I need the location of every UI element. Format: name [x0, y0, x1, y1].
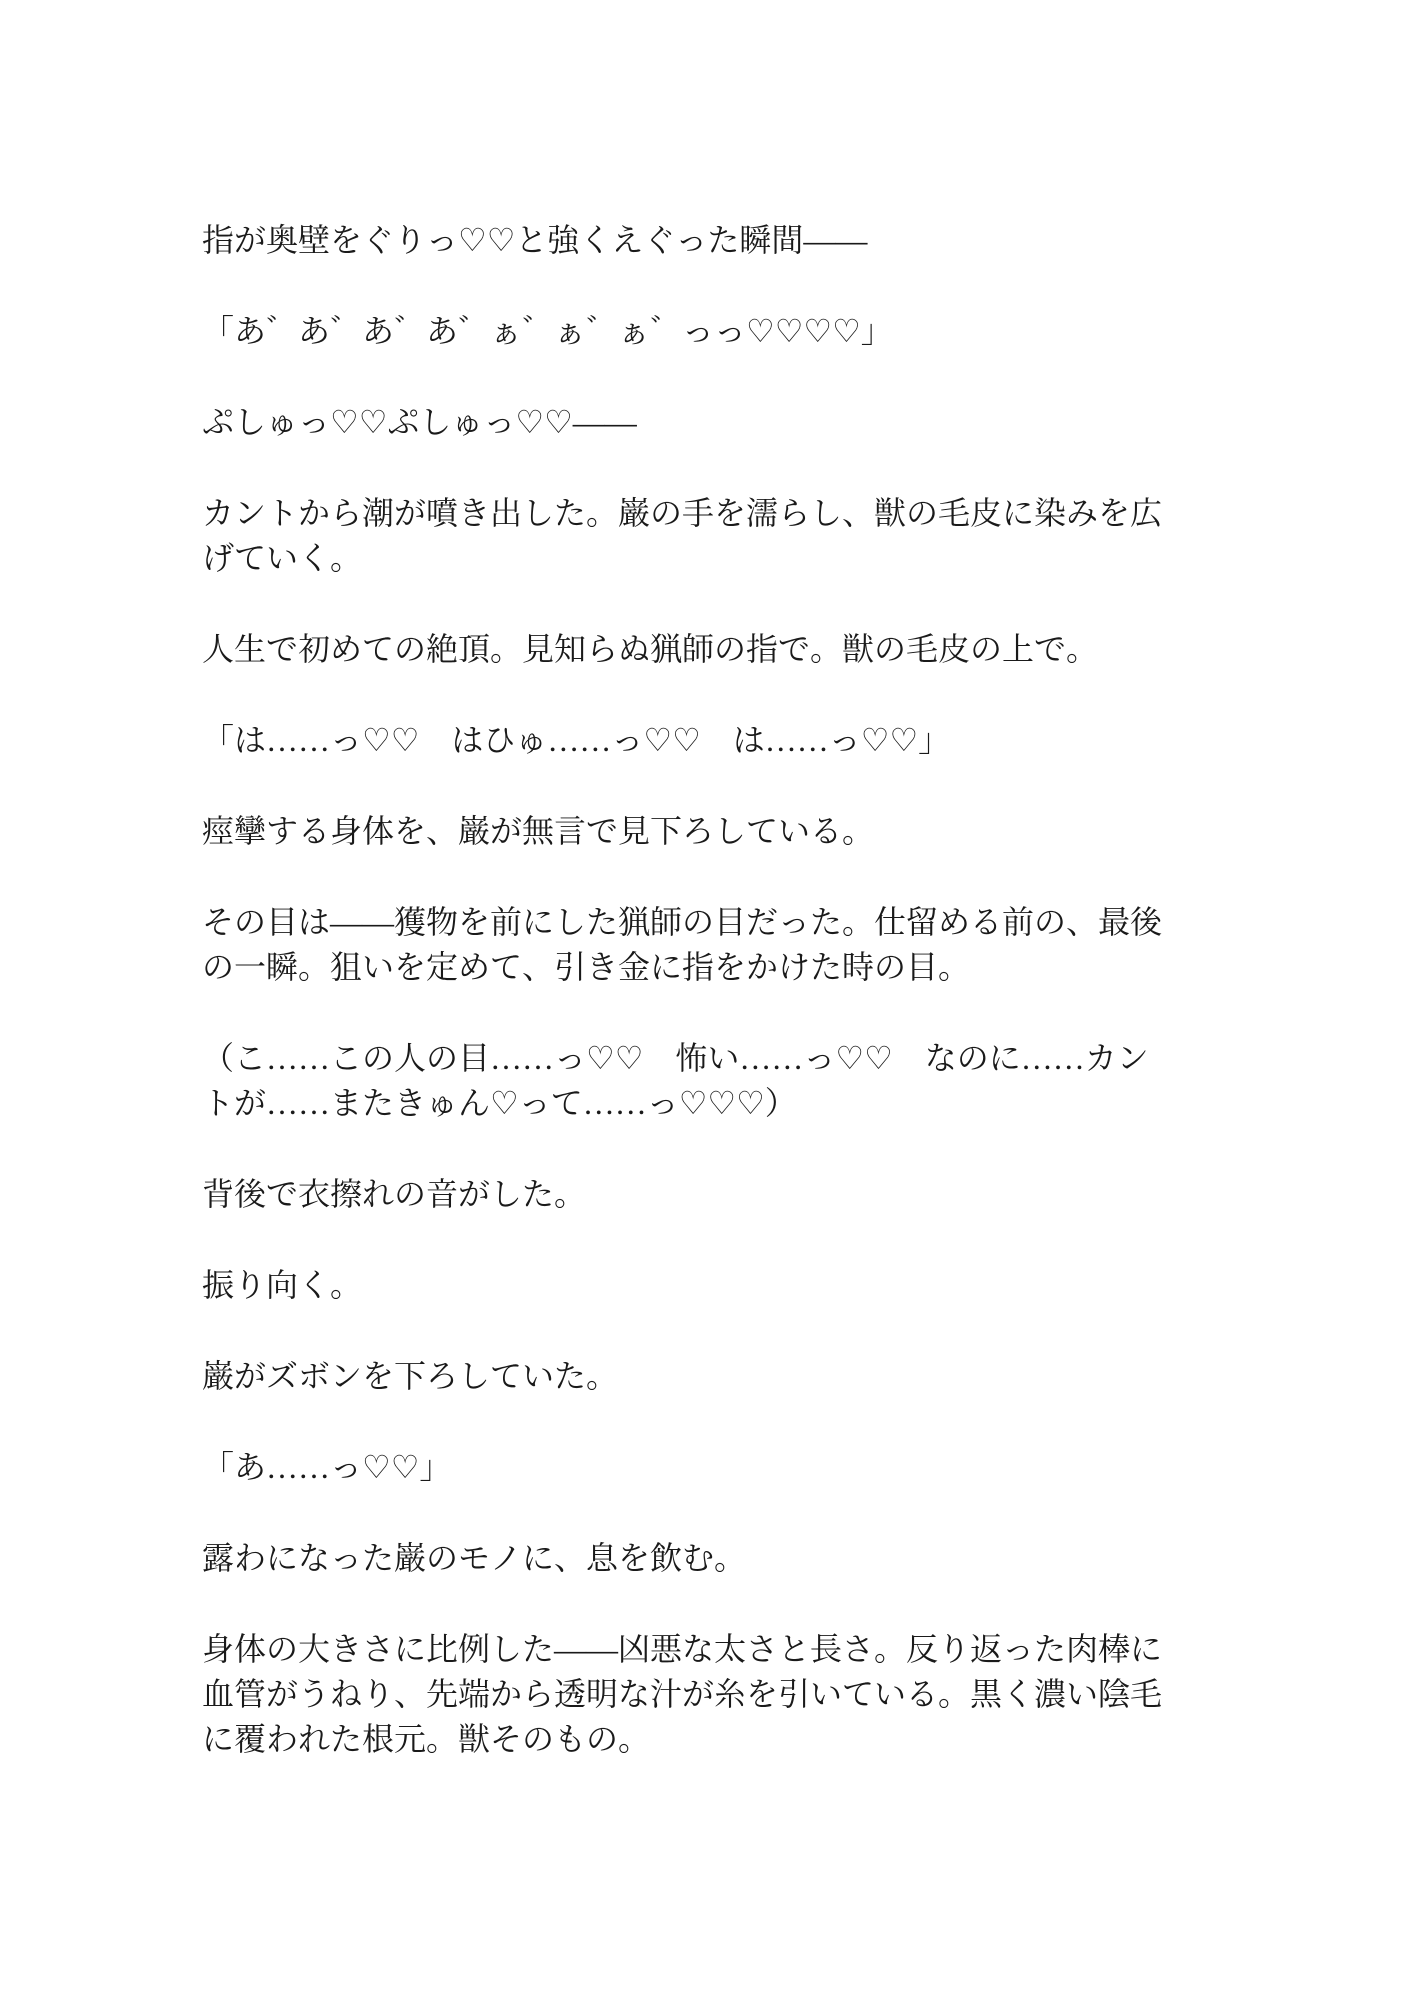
- text-line: （こ……この人の目……っ♡♡ 怖い……っ♡♡ なのに……カン: [202, 1040, 1149, 1076]
- text-line: 指が奥壁をぐりっ♡♡と強くえぐった瞬間――: [202, 222, 868, 258]
- paragraph-inner-monologue: [202, 1036, 1165, 1126]
- text-line: 痙攣する身体を、巌が無言で見下ろしている。: [202, 813, 875, 849]
- paragraph: [202, 1172, 1165, 1217]
- text-line: ぷしゅっ♡♡ぷしゅっ♡♡――: [202, 404, 637, 440]
- text-line: 「あ゛あ゛あ゛あ゛ぁ゛ぁ゛ぁ゛っっ♡♡♡♡」: [202, 313, 893, 349]
- paragraph-sfx: [202, 400, 1165, 445]
- paragraph: [202, 900, 1165, 990]
- text-line: 身体の大きさに比例した――凶悪な太さと長さ。反り返った肉棒に: [202, 1631, 1163, 1667]
- text-line: カントから潮が噴き出した。巌の手を濡らし、獣の毛皮に染みを広: [202, 495, 1163, 531]
- paragraph: [202, 1354, 1165, 1399]
- paragraph-dialogue: [202, 309, 1165, 354]
- paragraph: [202, 491, 1165, 581]
- paragraph-dialogue: [202, 718, 1165, 763]
- text-line: げていく。: [202, 540, 363, 576]
- paragraph: [202, 627, 1165, 672]
- text-line: 背後で衣擦れの音がした。: [202, 1176, 587, 1212]
- text-line: の一瞬。狙いを定めて、引き金に指をかけた時の目。: [202, 949, 971, 985]
- paragraph: [202, 1536, 1165, 1581]
- text-line: トが……またきゅん♡って……っ♡♡♡）: [202, 1085, 797, 1121]
- text-line: に覆われた根元。獣そのもの。: [202, 1721, 651, 1757]
- text-line: 巌がズボンを下ろしていた。: [202, 1358, 619, 1394]
- text-line: 人生で初めての絶頂。見知らぬ猟師の指で。獣の毛皮の上で。: [202, 631, 1099, 667]
- paragraph: [202, 1263, 1165, 1308]
- text-line: その目は――獲物を前にした猟師の目だった。仕留める前の、最後: [202, 904, 1163, 940]
- text-line: 血管がうねり、先端から透明な汁が糸を引いている。黒く濃い陰毛: [202, 1676, 1163, 1712]
- text-line: 露わになった巌のモノに、息を飲む。: [202, 1540, 747, 1576]
- paragraph: [202, 218, 1165, 263]
- text-line: 「は……っ♡♡ はひゅ……っ♡♡ は……っ♡♡」: [202, 722, 951, 758]
- paragraph: [202, 809, 1165, 854]
- paragraph: [202, 1627, 1165, 1762]
- text-line: 振り向く。: [202, 1267, 363, 1303]
- text-line: 「あ……っ♡♡」: [202, 1449, 452, 1485]
- paragraph-dialogue: [202, 1445, 1165, 1490]
